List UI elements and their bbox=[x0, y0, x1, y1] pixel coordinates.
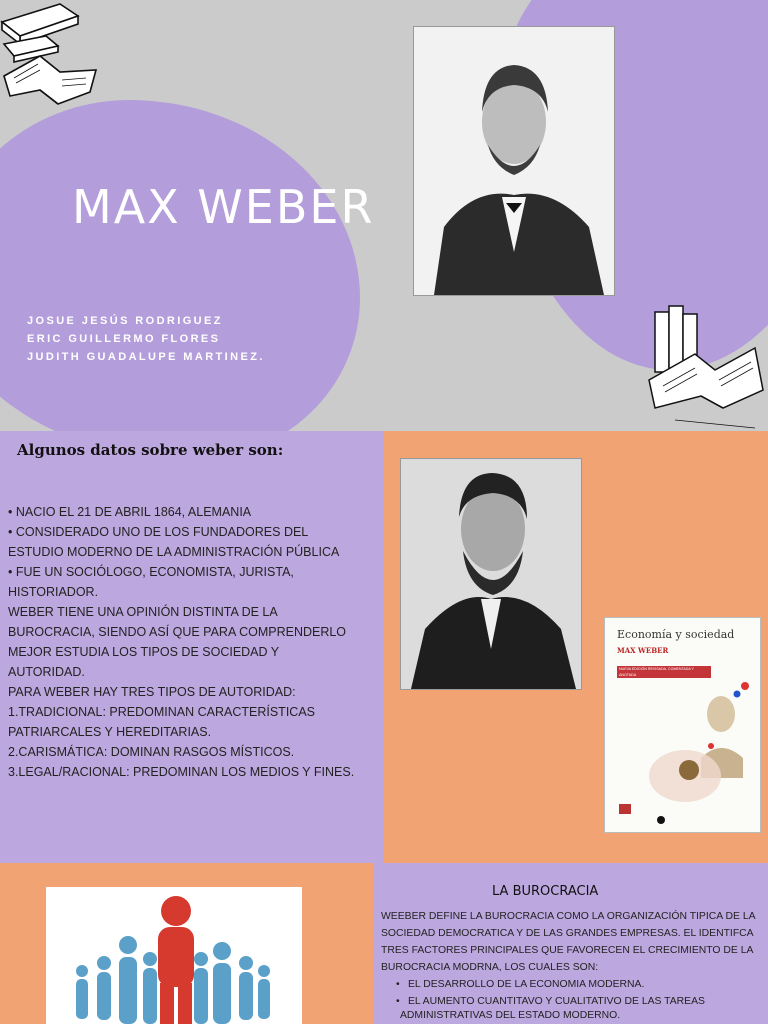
weber-portrait-photo-2 bbox=[400, 458, 582, 690]
facts-heading: Algunos datos sobre weber son: bbox=[17, 441, 284, 459]
book-edition-band: NUEVA EDICIÓN REVISADA, COMENTADA Y ANOTADA bbox=[617, 666, 711, 678]
facts-text bbox=[8, 502, 358, 782]
fact-line: 3.LEGAL/RACIONAL: PREDOMINAN LOS MEDIOS Y FINES. bbox=[8, 765, 355, 779]
authors-list bbox=[27, 312, 265, 366]
book-title: Economía y sociedad bbox=[617, 628, 735, 641]
fact-line: • NACIO EL 21 DE ABRIL 1864, ALEMANIA bbox=[8, 505, 252, 519]
fact-line: • FUE UN SOCIÓLOGO, ECONOMISTA, JURISTA, HISTORIADOR. bbox=[8, 565, 294, 599]
burocracia-text: WEEBER DEFINE LA BUROCRACIA COMO LA ORGANIZACIÓN TIPICA DE LA SOCIEDAD DEMOCRATICA Y DE LAS GRANDES EMPRESAS. EL IDENTIFCA TRES FACTORES PRINCIPALES QUE FAVORECEN EL CRECIMIENTO DE LA BUROCRACIA MODRNA, LOS CUALES SON: bbox=[381, 911, 755, 973]
list-item: • EL DESARROLLO DE LA ECONOMIA MODERNA. bbox=[400, 976, 768, 993]
fact-line: PARA WEBER HAY TRES TIPOS DE AUTORIDAD: bbox=[8, 685, 296, 699]
author-name: ERIC GUILLERMO FLORES bbox=[27, 333, 221, 345]
fact-line: • CONSIDERADO UNO DE LOS FUNDADORES DEL ESTUDIO MODERNO DE LA ADMINISTRACIÓN PÚBLICA bbox=[8, 525, 340, 559]
burocracia-factors-list bbox=[388, 976, 768, 1010]
book-cover bbox=[604, 617, 761, 833]
book-author: MAX WEBER bbox=[617, 646, 669, 655]
fact-line: 2.CARISMÁTICA: DOMINAN RASGOS MÍSTICOS. bbox=[8, 745, 295, 759]
fact-line: 1.TRADICIONAL: PREDOMINAN CARACTERÍSTICAS PATRIARCALES Y HEREDITARIAS. bbox=[8, 705, 315, 739]
list-item: • EL AUMENTO CUANTITAVO Y CUALITATIVO DE LAS TAREAS bbox=[400, 993, 768, 1010]
weber-portrait-photo bbox=[413, 26, 615, 296]
lavender-blob-left bbox=[0, 100, 360, 431]
book-illustration bbox=[605, 678, 760, 832]
burocracia-heading: LA BUROCRACIA bbox=[492, 884, 599, 899]
burocracia-list-continuation: ADMINISTRATIVAS DEL ESTADO MODERNO. bbox=[400, 1010, 621, 1021]
leader-team-illustration bbox=[46, 887, 302, 1024]
open-book-icon bbox=[645, 300, 768, 431]
page-title: MAX WEBER bbox=[72, 180, 375, 234]
book-stack-icon bbox=[0, 0, 110, 110]
cover-section bbox=[0, 0, 768, 431]
author-name: JUDITH GUADALUPE MARTINEZ. bbox=[27, 351, 265, 363]
author-name: JOSUE JESÚS RODRIGUEZ bbox=[27, 315, 223, 327]
fact-line: WEBER TIENE UNA OPINIÓN DISTINTA DE LA BUROCRACIA, SIENDO ASÍ QUE PARA COMPRENDERLO MEJOR ESTUDIA LOS TIPOS DE SOCIEDAD Y AUTORIDAD. bbox=[8, 605, 347, 679]
